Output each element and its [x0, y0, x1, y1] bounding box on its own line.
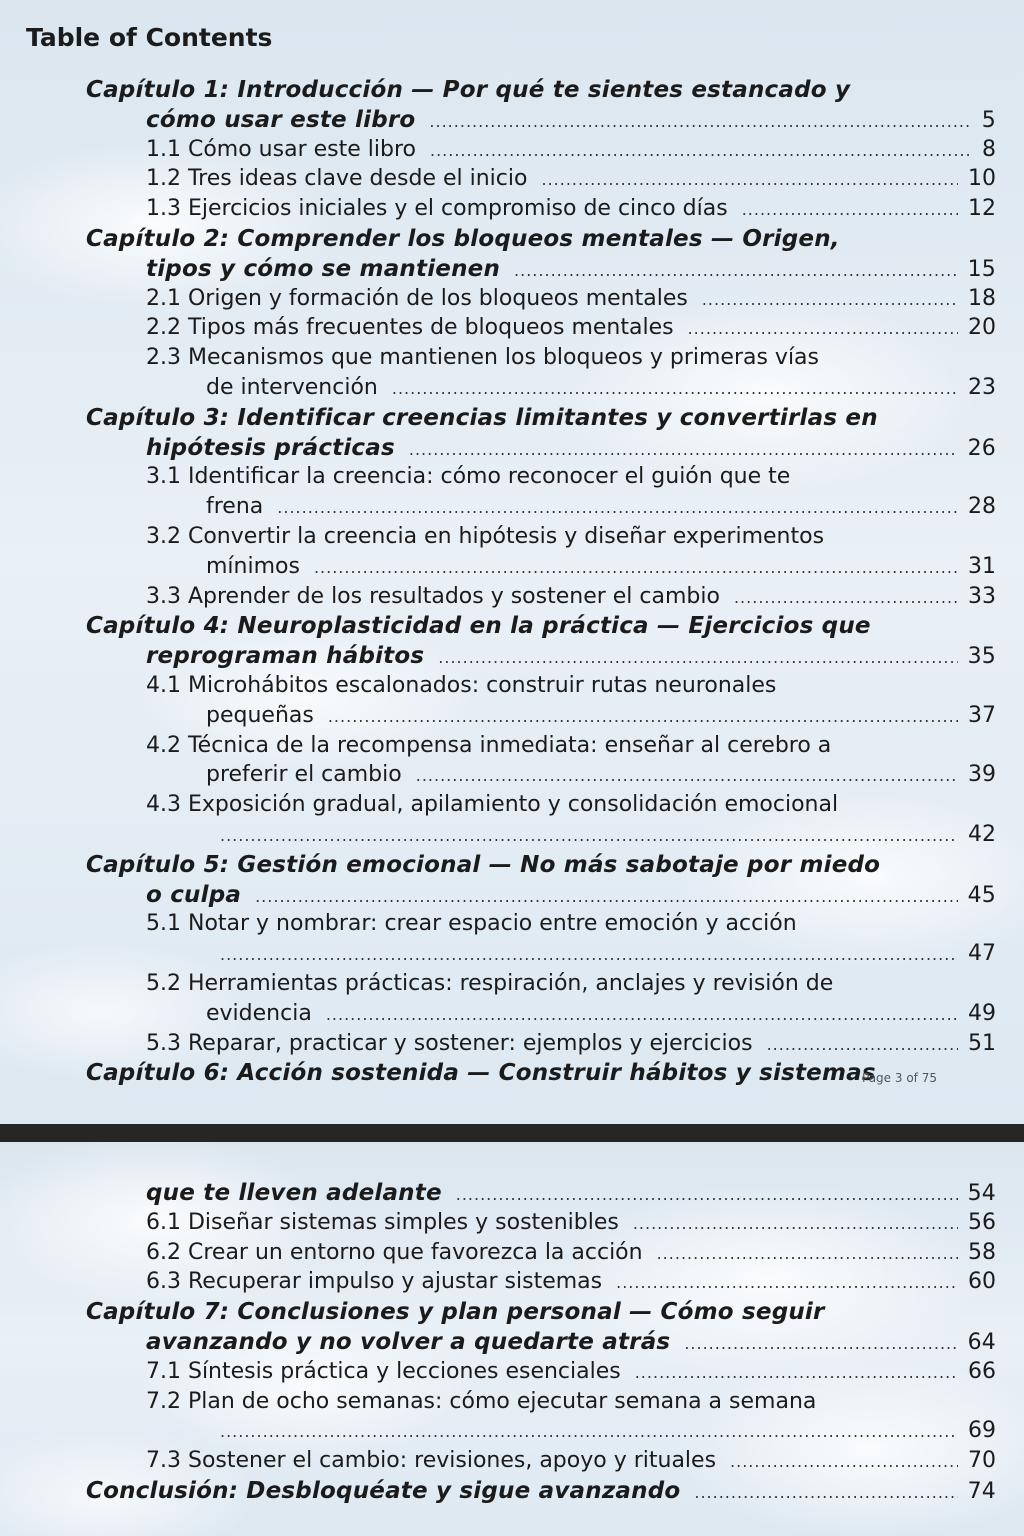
- page-footer: Page 3 of 75: [862, 1071, 937, 1085]
- dot-leader: [277, 493, 958, 522]
- toc-entry-title: mínimos: [206, 553, 300, 579]
- toc-chapter-line[interactable]: [146, 641, 996, 671]
- toc-section-line[interactable]: [146, 909, 1000, 939]
- toc-chapter-line[interactable]: [86, 611, 1000, 641]
- toc-section-line[interactable]: [146, 135, 996, 165]
- toc-page-number: 37: [968, 702, 996, 728]
- dot-leader: [657, 1239, 958, 1268]
- toc-entry-title: 1.2 Tres ideas clave desde el inicio: [146, 166, 528, 192]
- toc-section-line[interactable]: [146, 671, 1000, 701]
- dot-leader: [314, 553, 958, 582]
- toc-entry-title: 1.1 Cómo usar este libro: [146, 136, 416, 162]
- toc-entry-title: Capítulo 4: Neuroplasticidad en la práctica — Ejercicios que: [86, 613, 871, 640]
- toc-section-line[interactable]: [206, 701, 996, 731]
- toc-entry-title: Capítulo 5: Gestión emocional — No más sabotaje por miedo: [86, 851, 881, 878]
- toc-chapter-line[interactable]: [86, 403, 1000, 433]
- toc-page-number: 8: [982, 136, 996, 162]
- toc-entry-title: 3.3 Aprender de los resultados y sostener el cambio: [146, 583, 720, 609]
- toc-chapter-line[interactable]: [146, 433, 996, 463]
- toc-title: Table of Contents: [26, 23, 273, 52]
- toc-section-line[interactable]: [146, 284, 996, 314]
- toc-entry-title: 2.2 Tipos más frecuentes de bloqueos mentales: [146, 315, 674, 341]
- dot-leader: [767, 1030, 958, 1059]
- dot-leader: [220, 821, 958, 850]
- toc-entry-title: 1.3 Ejercicios iniciales y el compromiso de cinco días: [146, 196, 728, 222]
- toc-entry-title: frena: [206, 494, 264, 520]
- toc-entry-title: reprograman hábitos: [146, 643, 425, 670]
- toc-section-line[interactable]: [146, 1387, 1000, 1417]
- dot-leader: [730, 1447, 958, 1476]
- toc-page-number: 39: [968, 762, 996, 788]
- toc-page-number: 23: [968, 375, 996, 400]
- toc-entry-title: 2.3 Mecanismos que mantienen los bloqueos y primeras vías: [146, 345, 819, 371]
- toc-section-line[interactable]: [206, 939, 996, 969]
- toc-page-number: 10: [968, 166, 996, 192]
- toc-chapter-line[interactable]: [86, 850, 1000, 880]
- toc-entry-title: 6.1 Diseñar sistemas simples y sostenibles: [146, 1209, 619, 1235]
- toc-section-line[interactable]: [146, 1208, 996, 1238]
- toc-chapter-line[interactable]: [146, 880, 996, 910]
- toc-entry-title: hipótesis prácticas: [146, 434, 395, 461]
- toc-page-2: [0, 1142, 1024, 1536]
- toc-page-number: 54: [967, 1181, 996, 1206]
- dot-leader: [220, 1417, 958, 1446]
- toc-chapter-line[interactable]: [86, 75, 1000, 105]
- toc-entry-title: de intervención: [206, 375, 378, 400]
- toc-section-line[interactable]: [146, 462, 1000, 492]
- toc-section-line[interactable]: [206, 373, 996, 403]
- dot-leader: [429, 107, 971, 135]
- toc-entry-title: 5.2 Herramientas prácticas: respiración, anclajes y revisión de: [146, 971, 834, 996]
- dot-leader: [514, 256, 958, 284]
- dot-leader: [742, 195, 958, 224]
- toc-entry-title: evidencia: [206, 1000, 312, 1026]
- toc-section-line[interactable]: [146, 1267, 996, 1297]
- toc-page-number: 66: [968, 1358, 996, 1384]
- toc-entry-title: 4.1 Microhábitos escalonados: construir rutas neuronales: [146, 673, 777, 698]
- toc-entry-title: 7.3 Sostener el cambio: revisiones, apoyo y rituales: [146, 1448, 717, 1474]
- toc-section-line[interactable]: [146, 194, 996, 224]
- toc-entry-title: 4.3 Exposición gradual, apilamiento y consolidación emocional: [146, 792, 839, 818]
- dot-leader: [633, 1209, 958, 1238]
- toc-page-number: 12: [968, 196, 996, 222]
- toc-page-number: 64: [967, 1330, 996, 1355]
- toc-entry-title: 7.2 Plan de ocho semanas: cómo ejecutar semana a semana: [146, 1388, 817, 1414]
- dot-leader: [688, 314, 958, 343]
- toc-page-number: 49: [968, 1000, 996, 1026]
- toc-page-number: 47: [968, 941, 996, 967]
- toc-entry-title: Capítulo 3: Identificar creencias limitantes y convertirlas en: [86, 404, 878, 431]
- toc-chapter-line[interactable]: [146, 254, 996, 284]
- toc-chapter-line[interactable]: [86, 1297, 1000, 1327]
- toc-page-number: 20: [968, 315, 996, 341]
- dot-leader: [328, 702, 958, 731]
- toc-entry-title: 6.2 Crear un entorno que favorezca la acción: [146, 1239, 643, 1265]
- toc-chapter-line[interactable]: [146, 1327, 996, 1357]
- dot-leader: [616, 1268, 958, 1297]
- dot-leader: [438, 643, 957, 671]
- toc-page-number: 31: [968, 553, 996, 579]
- dot-leader: [326, 1000, 958, 1029]
- toc-entry-title: 7.1 Síntesis práctica y lecciones esenciales: [146, 1358, 621, 1384]
- toc-page-number: 51: [968, 1030, 996, 1056]
- toc-chapter-line[interactable]: [146, 1178, 996, 1208]
- toc-section-line[interactable]: [146, 731, 1000, 761]
- toc-section-line[interactable]: [146, 343, 1000, 373]
- toc-page-number: 70: [968, 1448, 996, 1474]
- toc-entry-title: 3.1 Identificar la creencia: cómo reconocer el guión que te: [146, 464, 791, 490]
- dot-leader: [734, 583, 958, 612]
- toc-section-line[interactable]: [206, 1416, 996, 1446]
- dot-leader: [635, 1358, 958, 1387]
- toc-section-line[interactable]: [146, 790, 1000, 820]
- toc-section-line[interactable]: [146, 522, 1000, 552]
- dot-leader: [409, 435, 958, 463]
- dot-leader: [416, 761, 958, 790]
- toc-entry-title: avanzando y no volver a quedarte atrás: [146, 1329, 671, 1355]
- toc-section-line[interactable]: [206, 760, 996, 790]
- toc-page-number: 35: [967, 644, 996, 670]
- dot-leader: [255, 882, 958, 910]
- toc-entry-title: 5.3 Reparar, practicar y sostener: ejemplos y ejercicios: [146, 1030, 753, 1056]
- toc-chapter-line[interactable]: [86, 224, 1000, 254]
- toc-entry-title: 4.2 Técnica de la recompensa inmediata: enseñar al cerebro a: [146, 732, 832, 758]
- toc-entry-title: 2.1 Origen y formación de los bloqueos mentales: [146, 285, 688, 311]
- dot-leader: [684, 1329, 957, 1357]
- toc-entry-title: 6.3 Recuperar impulso y ajustar sistemas: [146, 1269, 603, 1295]
- toc-chapter-line[interactable]: [86, 1476, 996, 1506]
- toc-page-number: 56: [968, 1209, 996, 1235]
- toc-section-line[interactable]: [146, 969, 1000, 999]
- toc-section-line[interactable]: [146, 1446, 996, 1476]
- toc-entry-title: tipos y cómo se mantienen: [146, 255, 501, 282]
- toc-entry-title: preferir el cambio: [206, 762, 402, 788]
- toc-entry-title: Conclusión: Desbloquéate y sigue avanzando: [86, 1478, 681, 1504]
- toc-section-line[interactable]: [146, 1238, 996, 1268]
- toc-page-number: 69: [968, 1418, 996, 1444]
- toc-page-number: 15: [967, 256, 996, 282]
- toc-entry-title: 5.1 Notar y nombrar: crear espacio entre emoción y acción: [146, 911, 797, 937]
- toc-section-line[interactable]: [206, 492, 996, 522]
- toc-section-line[interactable]: [206, 820, 996, 850]
- dot-leader: [541, 165, 958, 194]
- toc-section-line[interactable]: [206, 999, 996, 1029]
- toc-entry-title: Capítulo 7: Conclusiones y plan personal — Cómo seguir: [86, 1299, 825, 1326]
- dot-leader: [456, 1180, 958, 1208]
- toc-page-number: 58: [968, 1239, 996, 1265]
- toc-page-number: 42: [968, 822, 996, 847]
- toc-entry-title: Capítulo 6: Acción sostenida — Construir hábitos y sistemas: [86, 1060, 876, 1087]
- toc-section-line[interactable]: [146, 164, 996, 194]
- dot-leader: [430, 136, 972, 165]
- toc-page-number: 60: [968, 1269, 996, 1295]
- toc-page-number: 26: [967, 435, 996, 461]
- toc-chapter-line[interactable]: [146, 105, 996, 135]
- toc-entry-title: cómo usar este libro: [146, 106, 416, 133]
- toc-entry-title: Capítulo 1: Introducción — Por qué te sientes estancado y: [86, 77, 851, 103]
- toc-section-line[interactable]: [146, 1357, 996, 1387]
- toc-entry-title: que te lleven adelante: [146, 1180, 442, 1206]
- toc-section-line[interactable]: [146, 313, 996, 343]
- dot-leader: [220, 940, 958, 969]
- toc-page-number: 74: [967, 1479, 996, 1504]
- dot-leader: [392, 374, 958, 403]
- toc-entry-title: pequeñas: [206, 702, 314, 728]
- toc-entry-title: 3.2 Convertir la creencia en hipótesis y diseñar experimentos: [146, 524, 825, 549]
- toc-page-number: 45: [967, 882, 996, 908]
- dot-leader: [694, 1478, 957, 1506]
- toc-section-line[interactable]: [206, 552, 996, 582]
- toc-section-line[interactable]: [146, 582, 996, 612]
- toc-page-number: 28: [968, 494, 996, 520]
- toc-entry-title: o culpa: [146, 881, 242, 908]
- page-divider: [0, 1124, 1024, 1142]
- toc-page-number: 18: [968, 285, 996, 311]
- toc-section-line[interactable]: [146, 1029, 996, 1059]
- toc-page-number: 5: [981, 107, 996, 133]
- dot-leader: [702, 285, 958, 314]
- toc-page-number: 33: [968, 583, 996, 609]
- toc-entry-title: Capítulo 2: Comprender los bloqueos mentales — Origen,: [86, 226, 840, 252]
